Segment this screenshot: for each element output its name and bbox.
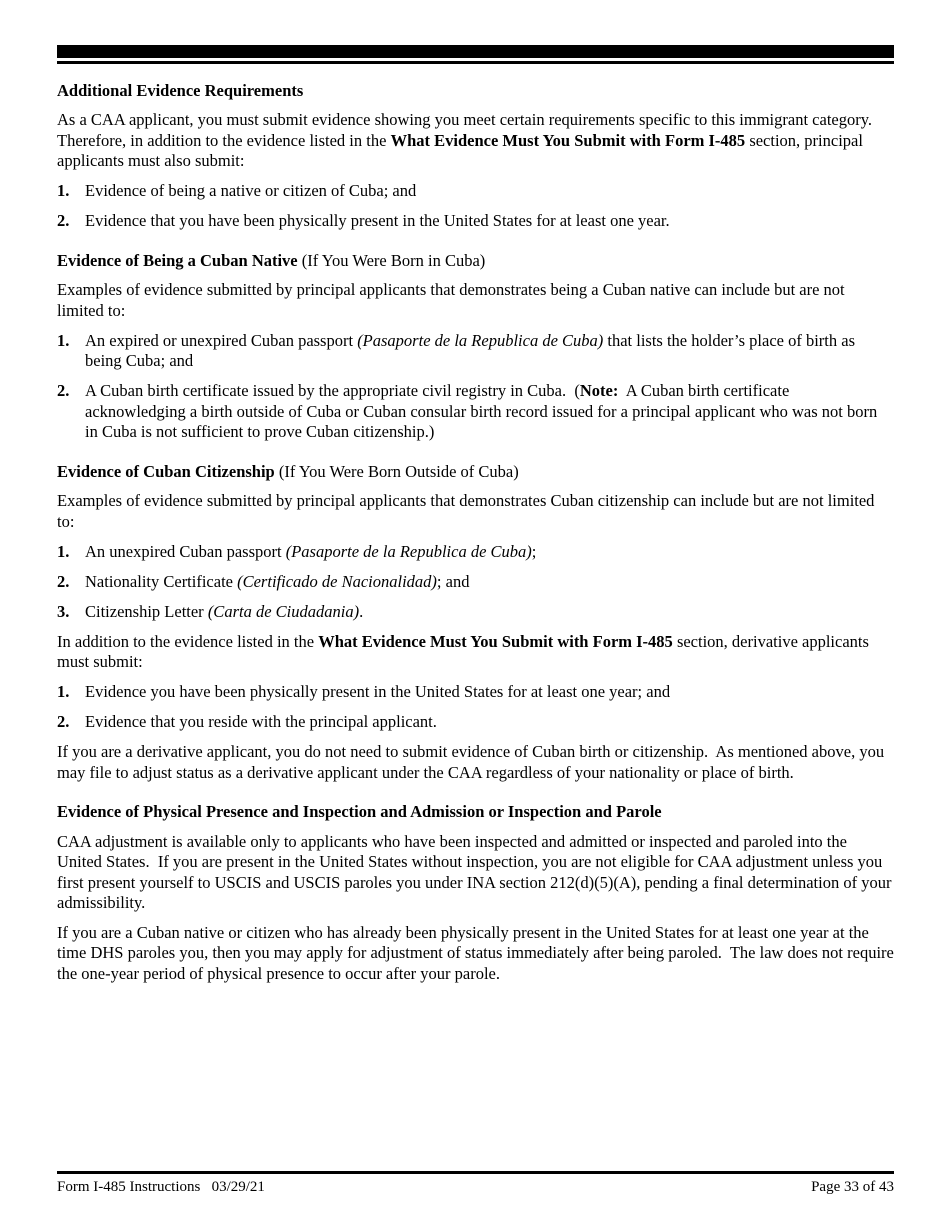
text-run: section, derivative applicants must submit: [57,631,874,671]
text-run: Evidence that you reside with the principal applicant. [85,712,437,731]
list-item-number: 1. [57,682,70,701]
paragraph [57,110,894,172]
text-run: Evidence that you have been physically present in the United States for at least one year. [85,211,670,230]
text-run: In addition to the evidence listed in the [57,631,319,651]
list-item [57,331,894,372]
text-run: ; [531,541,537,561]
text-run: An expired or unexpired Cuban passport [85,330,358,350]
footer-form-id: Form I-485 Instructions 03/29/21 [57,1179,265,1195]
text-run: Evidence you have been physically present in the United States for at least one year; and [85,682,671,701]
text-run: (If You Were Born Outside of Cuba) [274,461,519,481]
list-item [57,181,894,202]
page-footer [57,1178,894,1197]
text-run: Nationality Certificate [85,571,238,591]
list-item-text [85,181,894,202]
list-item-text [85,542,894,563]
list-item-number: 1. [57,541,70,561]
page-header [0,0,950,64]
text-run: An unexpired Cuban passport [85,541,286,561]
header-bar [57,45,894,58]
text-run: Examples of evidence submitted by principal applicants that demonstrates Cuban citizenship can include but are not limited to: [57,491,879,531]
text-run: (Carta de Ciudadania) [207,601,360,621]
numbered-list [57,181,894,232]
paragraph [57,632,894,673]
text-run: (Certificado de Nacionalidad) [237,571,437,591]
list-item-text [85,211,894,232]
text-run: Evidence of Being a Cuban Native [57,250,298,270]
list-item [57,712,894,733]
paragraph [57,491,894,532]
text-run: that lists the holder’s place of birth as being Cuba; and [85,330,860,370]
list-item [57,542,894,563]
footer-rule [57,1171,894,1174]
text-run: If you are a derivative applicant, you do not need to submit evidence of Cuban birth or citizenship. As mentioned above, you may file to adjust status as a derivative applicant under the CAA regardless of your nationality or place of birth. [57,742,889,782]
text-run: Evidence of Cuban Citizenship [57,461,275,481]
text-run: Evidence of Physical Presence and Inspection and Admission or Inspection and Parole [57,802,662,821]
text-run: . [359,601,364,621]
list-item-text [85,381,894,443]
numbered-list [57,542,894,623]
paragraph [57,832,894,914]
text-run: (Pasaporte de la Republica de Cuba) [285,541,532,561]
list-item [57,602,894,623]
list-item-text [85,682,894,703]
list-item-number: 3. [57,601,70,621]
heading-evidence-cuban-citizenship [57,462,894,483]
text-run: Evidence of being a native or citizen of Cuba; and [85,181,417,200]
heading-evidence-cuban-native [57,251,894,272]
text-run: What Evidence Must You Submit with Form I-485 [390,130,746,150]
list-item [57,572,894,593]
list-item-number: 1. [57,181,70,200]
text-run: ; and [436,571,470,591]
text-run: Citizenship Letter [85,601,208,621]
heading-additional-evidence-requirements [57,81,894,102]
paragraph [57,280,894,321]
document-body [0,81,950,985]
list-item [57,381,894,443]
list-item-number: 2. [57,571,70,591]
text-run: What Evidence Must You Submit with Form I-485 [318,631,673,651]
list-item-number: 2. [57,712,70,731]
text-run: (If You Were Born in Cuba) [297,250,486,270]
text-run: If you are a Cuban native or citizen who has already been physically present in the United States for at least one year at the time DHS paroles you, then you may apply for adjustment of status immediately after being paroled. The law does not require the one-year period of physical presence to occur after your parole. [57,922,898,983]
text-run: A Cuban birth certificate acknowledging a birth outside of Cuba or Cuban consular birth record issued for a principal applicant who was not born in Cuba is not sufficient to prove Cuban citizenship.) [85,381,882,441]
list-item-text [85,331,894,372]
footer-page-number: Page 33 of 43 [811,1179,894,1195]
header-rule [57,61,894,64]
list-item-text [85,572,894,593]
list-item-text [85,712,894,733]
paragraph [57,922,898,985]
numbered-list [57,682,894,733]
list-item-number: 1. [57,330,70,350]
text-run: As a CAA applicant, you must submit evidence showing you meet certain requirements specific to this immigrant category. Therefore, in addition to the evidence listed in the [57,110,880,150]
list-item-text [85,602,894,623]
text-run: CAA adjustment is available only to applicants who have been inspected and admitted or inspected and paroled into the United States. If you are present in the United States without inspection, you are not eligible for CAA adjustment unless you first present yourself to USCIS and USCIS paroles you under INA section 212(d)(5)(A), pending a final determination of your admissibility. [57,831,896,912]
heading-evidence-physical-presence [57,802,894,823]
text-run: section, principal applicants must also submit: [57,130,868,170]
text-run: Additional Evidence Requirements [57,80,304,100]
list-item-number: 2. [57,211,70,230]
text-run: A Cuban birth certificate issued by the appropriate civil registry in Cuba. ( [85,381,580,400]
list-item-number: 2. [57,381,70,400]
text-run: Examples of evidence submitted by principal applicants that demonstrates being a Cuban native can include but are not limited to: [57,280,849,320]
list-item [57,682,894,703]
list-item [57,211,894,232]
text-run: (Pasaporte de la Republica de Cuba) [357,330,604,350]
numbered-list [57,331,894,443]
text-run: Note: [579,381,619,400]
paragraph [57,742,894,783]
